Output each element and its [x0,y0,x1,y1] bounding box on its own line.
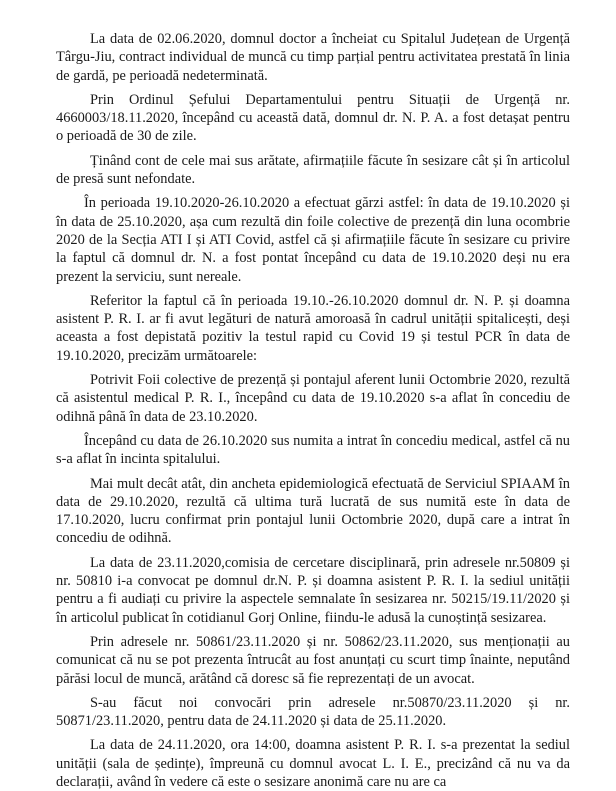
paragraph-disciplinary-commission: La data de 23.11.2020,comisia de cercetare disciplinară, prin adresele nr.50809 și nr. 50810 i-a convocat pe domnul dr.N. P. și doamna asistent P. R. I. la sediul unității pentru a fi audiați cu privire la aspectele semnalate în sesizarea nr. 50215/19.11/2020 și în articolul publicat în cotidianul Gorj Online, fiindu-le adusă la cunoștință sesizarea. [56,554,570,626]
paragraph-addresses-reply: Prin adresele nr. 50861/23.11.2020 și nr. 50862/23.11.2020, sus menționații au comunicat că nu se pot prezenta întrucât au fost anunțați cu scurt timp înainte, neputând părăsi locul de muncă, arătând că doresc să fie reprezentați de un avocat. [56,633,570,687]
paragraph-hearing: La data de 24.11.2020, ora 14:00, doamna asistent P. R. I. s-a prezentat la sediul unității (sala de ședințe), împreună cu domnul avocat L. I. E., precizând că nu va da declarații, având în vedere că este o sesizare anonimă care nu are ca [56,737,570,790]
paragraph-medical-leave: Începând cu data de 26.10.2020 sus numita a intrat în concediu medical, astfel că nu s-a aflat în incinta spitalului. [56,432,570,468]
paragraph-contract: La data de 02.06.2020, domnul doctor a încheiat cu Spitalul Județean de Urgență Târgu-Jiu, contract individual de muncă cu timp parțial pentru activitatea prestată în linia de gardă, pe perioadă nedeterminată. [56,31,570,84]
paragraph-new-convocations: S-au făcut noi convocări prin adresele nr.50870/23.11.2020 și nr. 50871/23.11.2020, pentru data de 24.11.2020 și data de 25.11.2020. [56,694,570,730]
paragraph-epidemiological-survey: Mai mult decât atât, din ancheta epidemiologică efectuată de Serviciul SPIAAM în data de 29.10.2020, rezultă că ultima tură lucrată de sus numită este în data de 17.10.2020, lucru confirmat prin pontajul lunii Octombrie 2020, după care a intrat în concediu de odihnă. [56,475,570,547]
paragraph-attendance-sheet: Potrivit Foii colective de prezență și pontajul aferent lunii Octombrie 2020, rezultă că asistentul medical P. R. I., începând cu data de 19.10.2020 s-a aflat în concediu de odihnă până în data de 23.10.2020. [56,372,570,425]
paragraph-allegations: Referitor la faptul că în perioada 19.10.-26.10.2020 domnul dr. N. P. și doamna asistent P. R. I. ar fi avut legături de natură amoroasă în cadrul unității spitalicești, deși aceasta a fost depistată pozitiv la testul rapid cu Covid 19 și testul PCR în data de 19.10.2020, precizăm următoarele: [56,292,570,364]
paragraph-conclusion-unfounded: Ținând cont de cele mai sus arătate, afirmațiile făcute în sesizare cât și în articolul de presă sunt nefondate. [56,152,570,188]
paragraph-order-detachment: Prin Ordinul Șefului Departamentului pentru Situații de Urgență nr. 4660003/18.11.2020, începând cu această dată, domnul dr. N. P. A. a fost detașat pentru o perioadă de 30 de zile. [56,91,570,145]
paragraph-shifts-period: În perioada 19.10.2020-26.10.2020 a efectuat gărzi astfel: în data de 19.10.2020 și în data de 25.10.2020, așa cum rezultă din foile colective de prezență din luna ocombrie 2020 de la Secția ATI I și ATI Covid, astfel că și afirmațiile făcute în sesizare cu privire la faptul că domnul dr. N. a fost pontat începând cu data de 19.10.2020 deși nu era prezent la serviciu, sunt nereale. [56,195,570,285]
